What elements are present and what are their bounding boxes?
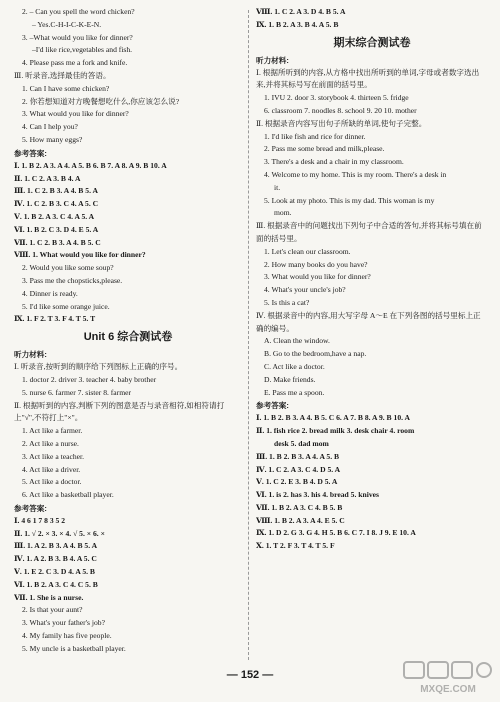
text-line: 5. Act like a doctor. <box>22 477 82 487</box>
text-line: 5. My uncle is a basketball player. <box>22 643 126 653</box>
text-line: Ⅰ. 1. B 2. A 3. A 4. A 5. B 6. B 7. A 8. A 9. B 10. A <box>14 160 167 170</box>
text-line: 2. Would you like some soup? <box>22 263 114 273</box>
text-line: 4. Welcome to my home. This is my room. There's a desk in <box>264 169 447 179</box>
text-line: D. Make friends. <box>264 374 316 384</box>
text-line: 3. Pass me the chopsticks,please. <box>22 275 123 285</box>
text-line: 1. Act like a farmer. <box>22 426 83 436</box>
text-line: Ⅷ. 1. C 2. A 3. D 4. B 5. A <box>256 7 346 16</box>
text-line: –I'd like rice,vegetables and fish. <box>32 45 133 55</box>
text-line: Ⅸ. 1. B 2. A 3. B 4. A 5. B <box>256 19 339 29</box>
text-line: Ⅱ. 1. √ 2. × 3. × 4. √ 5. × 6. × <box>14 528 105 538</box>
section-heading: 参考答案: <box>14 148 47 158</box>
text-line: Ⅵ. 1. is 2. has 3. his 4. bread 5. knives <box>256 490 379 500</box>
text-line: Ⅵ. 1. B 2. C 3. D 4. E 5. A <box>14 224 99 234</box>
text-line: 3. Act like a teacher. <box>22 451 84 461</box>
text-line: Ⅱ. 1. fish rice 2. bread milk 3. desk chair 4. room <box>256 426 415 436</box>
text-line: desk 5. dad mom <box>274 438 329 448</box>
text-line: 5. How many eggs? <box>22 134 83 144</box>
text-line: 4. My family has five people. <box>22 631 112 641</box>
text-line: 1. IVU 2. door 3. storybook 4. thirteen 5. fridge <box>264 93 409 103</box>
text-line: 5. nurse 6. farmer 7. sister 8. farmer <box>22 387 132 397</box>
text-line: 3. There's a desk and a chair in my classroom. <box>264 157 404 167</box>
text-line: Ⅰ. 听录音,按听到的顺序给下列图标上正确的序号。 <box>14 362 183 372</box>
text-line: Ⅷ. 1. B 2. A 3. A 4. E 5. C <box>256 515 345 525</box>
text-line: 4. Please pass me a fork and knife. <box>22 58 128 68</box>
svg-text:MXQE.COM: MXQE.COM <box>420 684 476 695</box>
text-line: it. <box>274 182 281 192</box>
column-divider <box>248 10 249 660</box>
section-heading: 听力材料: <box>14 350 47 360</box>
text-line: 2. Act like a nurse. <box>22 438 79 448</box>
text-line: 5. Look at my photo. This is my dad. This woman is my <box>264 195 435 205</box>
text-line: 4. Act like a driver. <box>22 464 81 474</box>
text-line: Ⅱ. 根据听到的内容,判断下列的图意是否与录音相符,如相符请打上"√",不符打上"×"。 <box>14 400 225 423</box>
text-line: Ⅴ. 1. C 2. E 3. B 4. D 5. A <box>256 477 338 487</box>
watermark-logo <box>402 660 494 698</box>
text-line: Ⅲ. 听录音,选择最佳的答语。 <box>14 70 111 80</box>
text-line: Ⅸ. 1. D 2. G 3. G 4. H 5. B 6. C 7. I 8. J 9. E 10. A <box>256 528 416 538</box>
text-line: 1. doctor 2. driver 3. teacher 4. baby brother <box>22 374 157 384</box>
text-line: Ⅰ. 4 6 1 7 8 3 5 2 <box>14 515 66 525</box>
section-heading: 参考答案: <box>14 503 47 513</box>
text-line: Ⅶ. 1. She is a nurse. <box>14 592 84 602</box>
text-line: Ⅸ. 1. F 2. T 3. F 4. T 5. T <box>14 314 96 324</box>
text-line: Ⅴ. 1. B 2. A 3. C 4. A 5. A <box>14 211 95 221</box>
text-line: 4. What's your uncle's job? <box>264 285 346 295</box>
text-line: 6. classroom 7. noodles 8. school 9. 20 10. mother <box>264 105 417 115</box>
text-line: 1. Can I have some chicken? <box>22 83 110 93</box>
text-line: C. Act like a doctor. <box>264 361 325 371</box>
text-line: 3. What's your father's job? <box>22 618 105 628</box>
text-line: Ⅳ. 根据录音中的内容,用大写字母 A～E 在下列各图的括号里标上正确的编号。 <box>256 310 481 333</box>
text-line: Ⅳ. 1. C 2. B 3. C 4. A 5. C <box>14 199 99 209</box>
text-line: Ⅳ. 1. A 2. B 3. B 4. A 5. C <box>14 554 97 564</box>
section-title: 期末综合测试卷 <box>333 36 411 49</box>
page-number: — 152 — <box>226 669 274 681</box>
text-line: mom. <box>274 208 292 218</box>
text-line: 3. What would you like for dinner? <box>22 109 129 119</box>
text-line: B. Go to the bedroom,have a nap. <box>264 349 367 359</box>
left-column <box>14 6 242 656</box>
text-line: 2. 你若想知道对方晚餐想吃什么,你应该怎么说? <box>22 96 180 106</box>
text-line: Ⅵ. 1. B 2. A 3. C 4. C 5. B <box>14 579 98 589</box>
text-line: Ⅷ. 1. What would you like for dinner? <box>14 250 146 260</box>
text-line: A. Clean the window. <box>264 336 330 346</box>
text-line: 5. Is this a cat? <box>264 297 310 307</box>
text-line: Ⅱ. 1. C 2. A 3. B 4. A <box>14 173 81 183</box>
text-line: Ⅰ. 根据所听到的内容,从方格中找出所听到的单词,字母或者数字选出来,并将其标号写在前面的括号里。 <box>256 67 480 90</box>
text-line: Ⅰ. 1. B 2. B 3. A 4. B 5. C 6. A 7. B 8. A 9. B 10. A <box>256 413 410 423</box>
text-line: Ⅲ. 1. C 2. B 3. A 4. B 5. A <box>14 186 98 196</box>
text-line: 4. Dinner is ready. <box>22 288 78 298</box>
text-line: 1. Let's clean our classroom. <box>264 246 351 256</box>
right-column <box>256 6 488 553</box>
text-line: Ⅲ. 1. A 2. B 3. A 4. B 5. A <box>14 541 98 551</box>
text-line: Ⅲ. 1. B 2. B 3. A 4. A 5. B <box>256 451 340 461</box>
text-line: E. Pass me a spoon. <box>264 387 325 397</box>
text-line: 2. Is that your aunt? <box>22 605 83 615</box>
text-line: Ⅶ. 1. C 2. B 3. A 4. B 5. C <box>14 237 101 247</box>
text-line: 3. What would you like for dinner? <box>264 272 371 282</box>
section-heading: 听力材料: <box>256 55 289 65</box>
text-line: Ⅱ. 根据录音内容写出句子所缺的单词,使句子完整。 <box>256 118 427 128</box>
text-line: 1. I'd like fish and rice for dinner. <box>264 131 366 141</box>
text-line: Ⅳ. 1. C 2. A 3. C 4. D 5. A <box>256 464 341 474</box>
section-heading: 参考答案: <box>256 401 289 411</box>
text-line: – Yes.C-H-I-C-K-E-N. <box>32 19 102 29</box>
section-title: Unit 6 综合测试卷 <box>83 331 173 344</box>
text-line: 6. Act like a basketball player. <box>22 490 114 500</box>
text-line: Ⅹ. 1. T 2. F 3. T 4. T 5. F <box>256 541 335 551</box>
text-line: 3. –What would you like for dinner? <box>22 32 133 42</box>
text-line: 2. Pass me some bread and milk,please. <box>264 144 385 154</box>
text-line: Ⅶ. 1. B 2. A 3. C 4. B 5. B <box>256 502 343 512</box>
text-line: Ⅲ. 根据录音中的问题找出下列句子中合适的答句,并将其标号填在前面的括号里。 <box>256 221 482 243</box>
text-line: 4. Can I help you? <box>22 122 78 132</box>
text-line: Ⅴ. 1. E 2. C 3. D 4. A 5. B <box>14 567 95 577</box>
text-line: 5. I'd like some orange juice. <box>22 301 110 311</box>
text-line: 2. – Can you spell the word chicken? <box>22 7 135 16</box>
text-line: 2. How many books do you have? <box>264 259 368 269</box>
